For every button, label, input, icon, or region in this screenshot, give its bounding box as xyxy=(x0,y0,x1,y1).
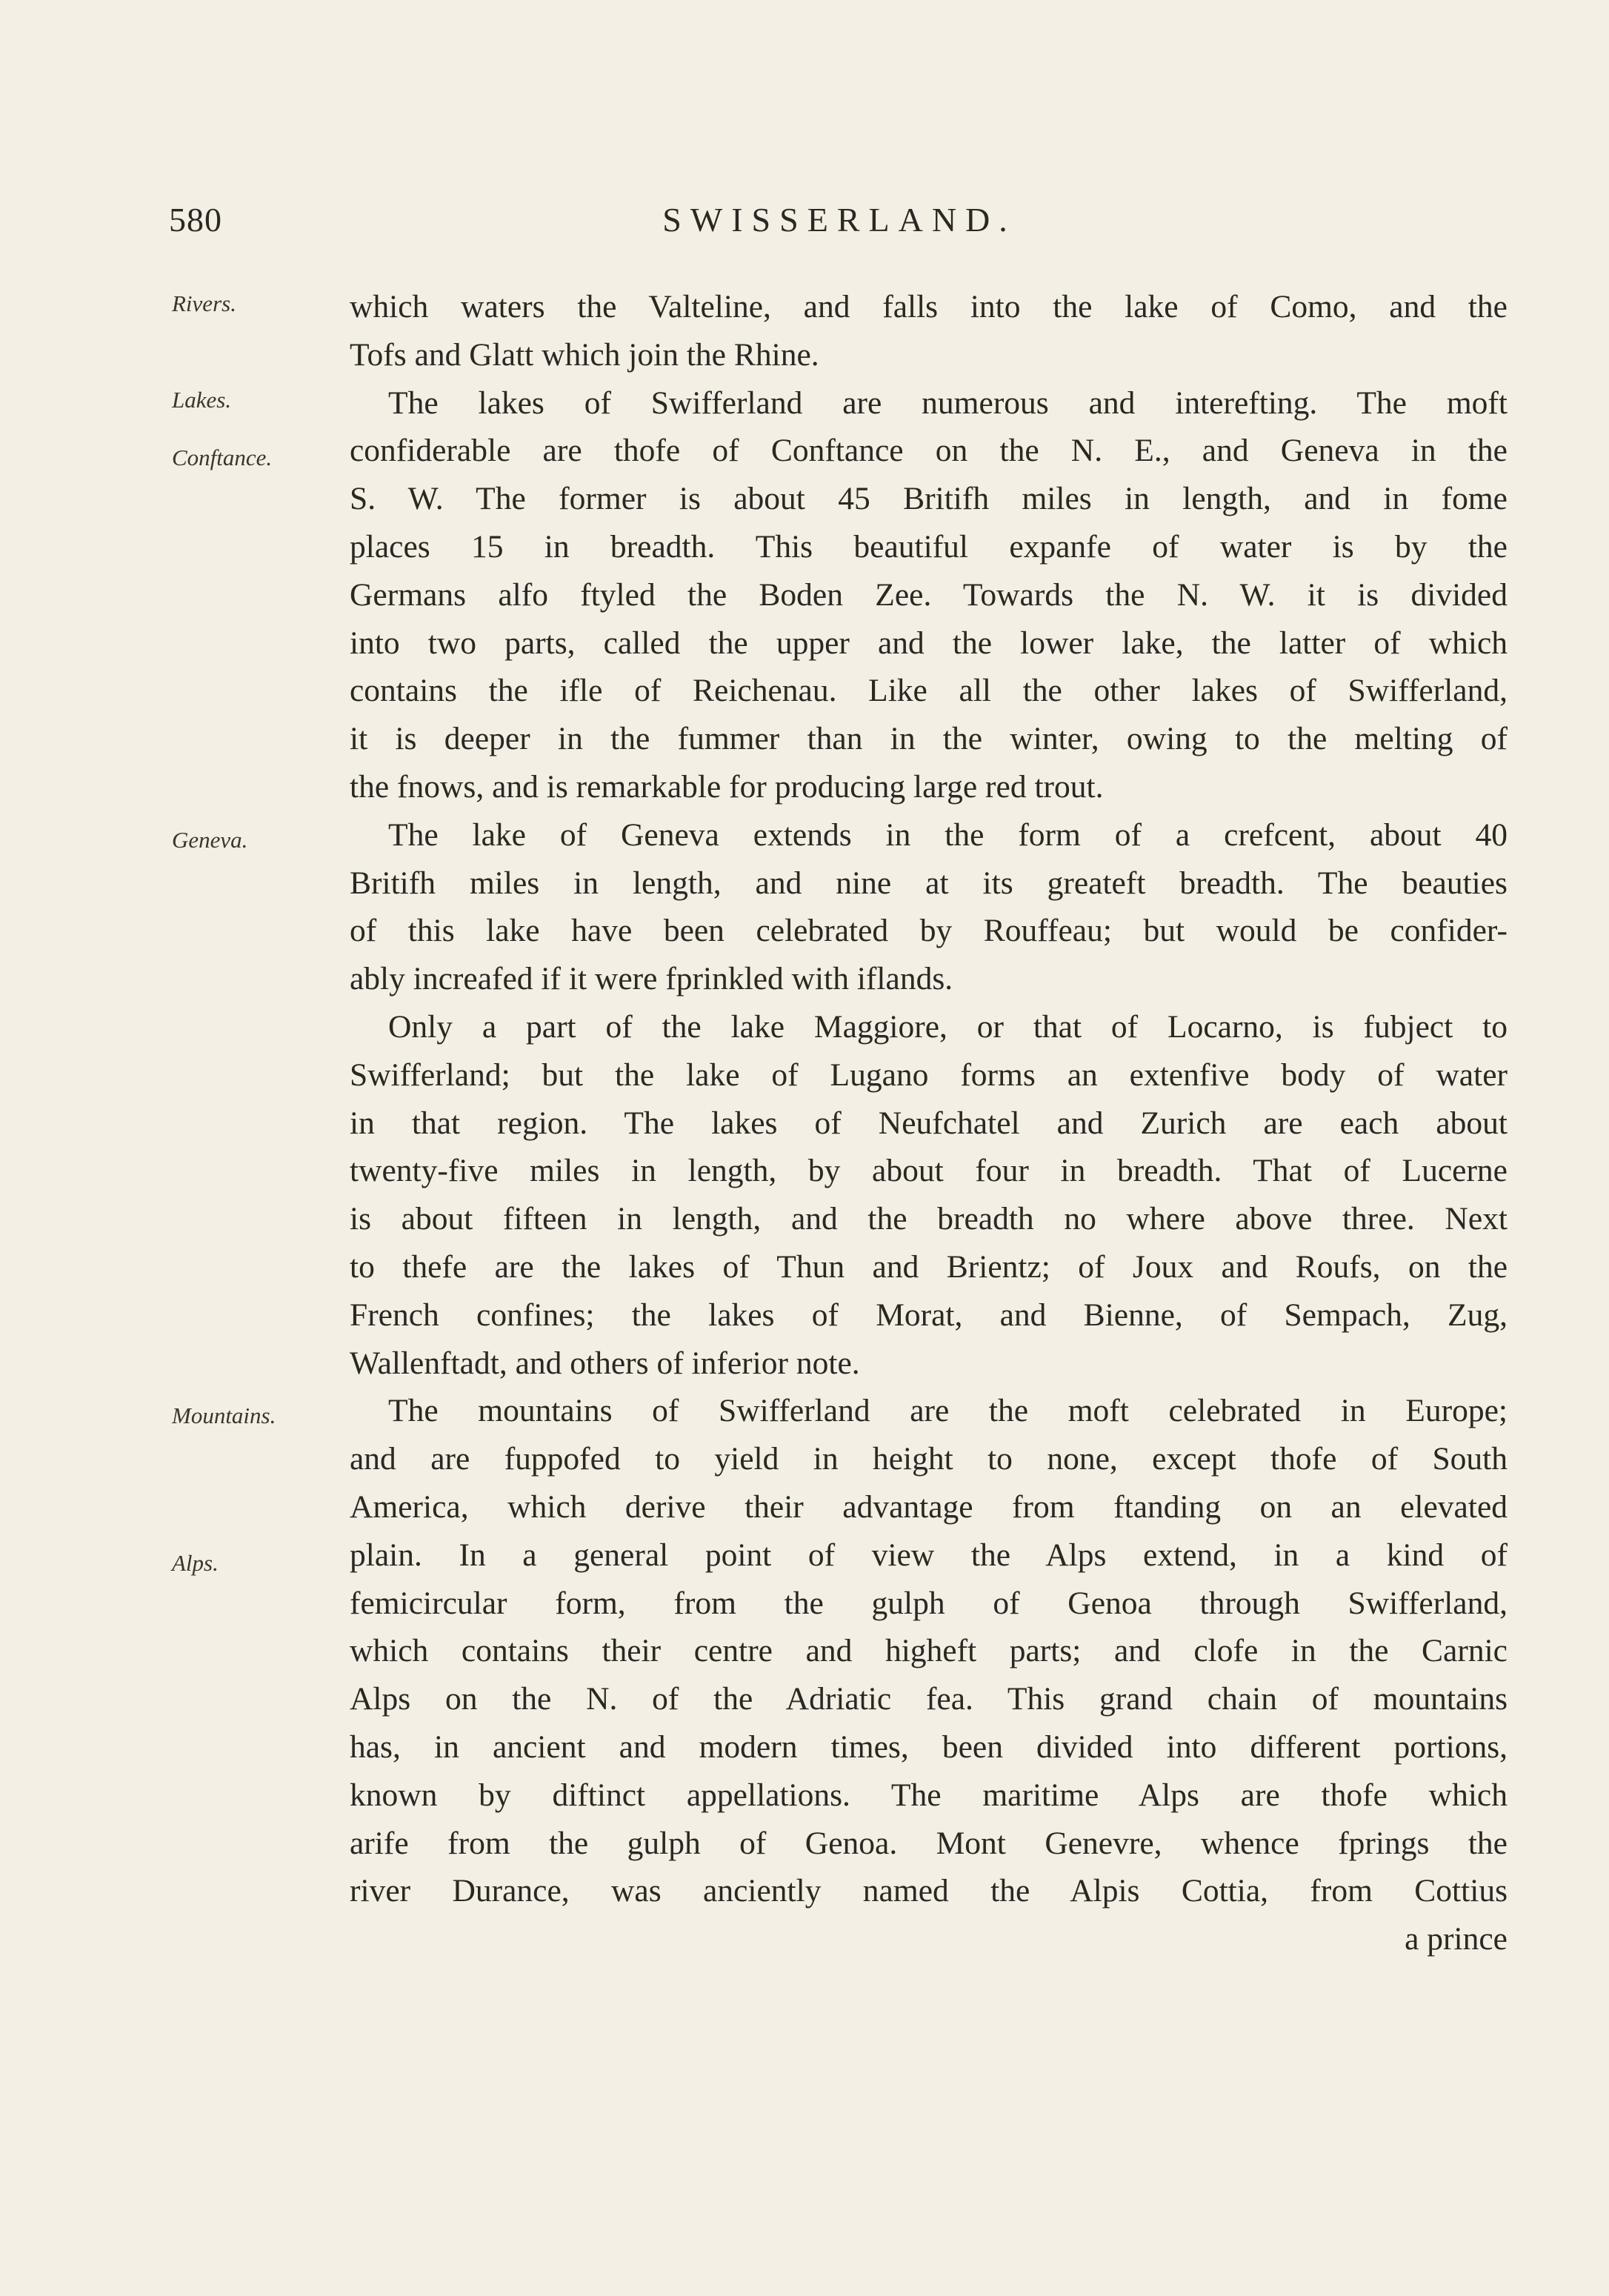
text-line: it is deeper in the fummer than in the winter, owing to the melting of xyxy=(350,721,1508,757)
margin-note-rivers: Rivers. xyxy=(172,290,236,316)
text-line: river Durance, was anciently named the Alpis Cottia, from Cottius xyxy=(350,1873,1508,1909)
text-line: America, which derive their advantage from ftanding on an elevated xyxy=(350,1488,1508,1525)
text-line: the fnows, and is remarkable for producing large red trout. xyxy=(350,768,1104,805)
text-line: of this lake have been celebrated by Rouffeau; but would be confider- xyxy=(350,913,1508,949)
text-line: Only a part of the lake Maggiore, or that of Locarno, is fubject to xyxy=(388,1008,1508,1045)
margin-note-lakes: Lakes. xyxy=(172,387,232,413)
text-line: known by diftinct appellations. The maritime Alps are thofe which xyxy=(350,1777,1508,1813)
text-line: twenty-five miles in length, by about four in breadth. That of Lucerne xyxy=(350,1153,1508,1189)
text-line: The lake of Geneva extends in the form of a crefcent, about 40 xyxy=(388,816,1508,853)
text-line: femicircular form, from the gulph of Genoa through Swifferland, xyxy=(350,1585,1508,1621)
margin-note-geneva: Geneva. xyxy=(172,827,248,853)
text-line: S. W. The former is about 45 Britifh miles in length, and in fome xyxy=(350,481,1508,517)
running-head: SWISSERLAND. xyxy=(662,201,1016,239)
margin-note-alps: Alps. xyxy=(172,1550,219,1576)
text-line: which contains their centre and higheft parts; and clofe in the Carnic xyxy=(350,1633,1508,1669)
page-header xyxy=(169,200,1510,252)
text-line: Alps on the N. of the Adriatic fea. This grand chain of mountains xyxy=(350,1681,1508,1717)
text-line: in that region. The lakes of Neufchatel and Zurich are each about xyxy=(350,1105,1508,1141)
margin-note-mountains: Mountains. xyxy=(172,1402,276,1428)
text-line: which waters the Valteline, and falls into the lake of Como, and the xyxy=(350,289,1508,325)
text-line: French confines; the lakes of Morat, and Bienne, of Sempach, Zug, xyxy=(350,1297,1508,1333)
margin-note-constance: Conftance. xyxy=(172,445,273,470)
text-line: The mountains of Swifferland are the moft celebrated in Europe; xyxy=(388,1393,1508,1429)
text-line: to thefe are the lakes of Thun and Brientz; of Joux and Roufs, on the xyxy=(350,1248,1508,1285)
text-line: Britifh miles in length, and nine at its greateft breadth. The beauties xyxy=(350,865,1508,901)
catchword: a prince xyxy=(1405,1921,1508,1957)
text-line: is about fifteen in length, and the breadth no where above three. Next xyxy=(350,1201,1508,1237)
text-line: ably increafed if it were fprinkled with iflands. xyxy=(350,961,953,997)
text-line: plain. In a general point of view the Alps extend, in a kind of xyxy=(350,1537,1508,1573)
body-text xyxy=(350,283,1508,1963)
text-line: Wallenftadt, and others of inferior note. xyxy=(350,1345,860,1381)
text-line: Tofs and Glatt which join the Rhine. xyxy=(350,336,819,373)
text-line: and are fuppofed to yield in height to none, except thofe of South xyxy=(350,1441,1508,1477)
page-number: 580 xyxy=(169,201,222,239)
text-line: contains the ifle of Reichenau. Like all the other lakes of Swifferland, xyxy=(350,673,1508,709)
text-line: into two parts, called the upper and the lower lake, the latter of which xyxy=(350,625,1508,661)
text-line: places 15 in breadth. This beautiful expanfe of water is by the xyxy=(350,528,1508,565)
text-line: Swifferland; but the lake of Lugano forms an extenfive body of water xyxy=(350,1057,1508,1093)
text-line: has, in ancient and modern times, been divided into different portions, xyxy=(350,1728,1508,1765)
text-line: Germans alfo ftyled the Boden Zee. Towards the N. W. it is divided xyxy=(350,576,1508,613)
text-line: arife from the gulph of Genoa. Mont Genevre, whence fprings the xyxy=(350,1825,1508,1861)
text-line: The lakes of Swifferland are numerous and interefting. The moft xyxy=(388,385,1508,421)
text-line: confiderable are thofe of Conftance on the N. E., and Geneva in the xyxy=(350,433,1508,469)
